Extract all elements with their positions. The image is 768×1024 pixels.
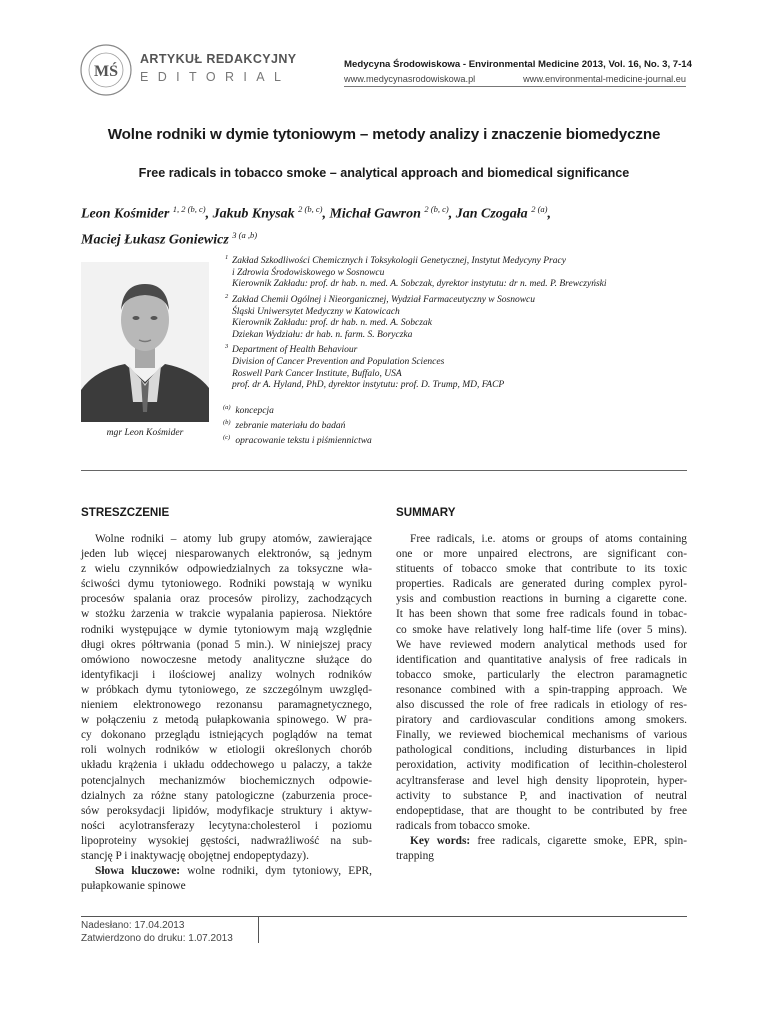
author-name: Jan Czogała — [455, 206, 528, 222]
affiliation-line — [225, 279, 695, 291]
abstract-line: rodniki występujące w dymie tytoniowym mają względnie — [81, 623, 372, 636]
abstract-line: one or more unpaired electrons, are significant con- — [396, 548, 687, 561]
keywords-label: Słowa kluczowe: — [95, 865, 181, 878]
abstract-line: radicals from tobacco smoke. — [396, 819, 531, 832]
accepted-date: Zatwierdzono do druku: 1.07.2013 — [81, 932, 233, 944]
article-title-pl: Wolne rodniki w dymie tytoniowym – metody analizy i znaczenie biomedyczne — [107, 126, 661, 143]
keywords-label: Key words: — [410, 834, 471, 847]
affiliation-number: 3 — [225, 343, 229, 351]
abstract-line: co smoke have relatively long half-time life (over 5 mins). — [396, 623, 687, 636]
article-type-label-en: EDITORIAL — [140, 69, 291, 84]
affiliation-number: 1 — [225, 254, 229, 261]
abstract-line: resonance combined with a spin-trapping approach. We — [396, 683, 687, 696]
abstract-line: omówiono nowoczesne metody analityczne służące do — [81, 653, 372, 666]
abstract-line: identyfikacji i ilościowej analizy wolnych rodników — [81, 668, 372, 681]
abstract-line: dzialnych za różne stany patologiczne (zaburzenia proce- — [81, 789, 372, 802]
author-separator: , — [205, 206, 213, 222]
affiliation-line — [225, 268, 695, 280]
keywords-text: free radicals, cigarette smoke, EPR, spin- — [470, 834, 687, 847]
affiliation-text: Zakład Chemii Ogólnej i Nieorganicznej, Wydział Farmaceutyczny w Sosnowcu — [232, 295, 535, 306]
author-name: Maciej Łukasz Goniewicz — [81, 232, 229, 248]
author-affiliation-mark: 2 (b, c) — [298, 204, 323, 214]
publication-dates — [81, 920, 233, 945]
affiliation-line — [225, 330, 695, 342]
affiliation-number: 2 — [225, 292, 229, 300]
contribution-mark: (a) — [223, 404, 231, 411]
abstract-line: activity to substance P, and inactivation of neutral — [396, 789, 687, 802]
journal-url-pl[interactable]: www.medycynasrodowiskowa.pl — [344, 74, 476, 84]
keywords-line — [81, 864, 372, 879]
contribution-item — [223, 432, 693, 447]
contribution-item — [223, 417, 693, 432]
author-name: Michał Gawron — [329, 206, 421, 222]
abstract-line: We have reviewed modern analytical methods used for — [396, 638, 687, 651]
abstract-line: It has been shown that some free radicals found in tobac- — [396, 608, 687, 621]
abstract-line: Wolne rodniki – atomy lub grupy atomów, zawierające — [95, 533, 372, 545]
journal-logo — [80, 44, 132, 96]
author-affiliation-mark: 2 (b, c) — [424, 204, 449, 214]
abstract-line: długi okres półtrwania (ponad 5 min.). W niniejszej pracy — [81, 638, 372, 651]
affiliation-text: Division of Cancer Prevention and Population Sciences — [232, 357, 445, 368]
logo-letters: MŚ — [94, 63, 118, 80]
abstract-line: identification and quantitative analysis of free radicals in — [396, 653, 687, 666]
abstract-line: properties. Radicals are generated during complex pyrol- — [396, 578, 687, 591]
abstract-line: sów peroksydacji lipidów, modyfikacje struktury i aktyw- — [81, 804, 372, 817]
abstract-line: ności acylotransferazy lecytyna:cholesterol i poziomu — [81, 819, 372, 832]
photo-caption: mgr Leon Kośmider — [106, 427, 184, 438]
abstract-body-en — [396, 532, 687, 864]
affiliation-text: Department of Health Behaviour — [232, 345, 358, 356]
author-separator: , — [322, 206, 330, 222]
article-type-badge — [140, 53, 297, 83]
abstract-line: potencjalnych mechanizmów biochemicznych odpowie- — [81, 774, 372, 787]
abstract-line: procesów spalania oraz procesów pirolizy, zachodzących — [81, 593, 372, 606]
abstract-line: jeden lub więcej niesparowanych elektronów, są jednym — [81, 548, 372, 561]
article-title-en: Free radicals in tobacco smoke – analytical approach and biomedical significance — [138, 166, 630, 180]
abstract-line: pathological conditions, including disturbances in lipid — [396, 744, 687, 757]
affiliation-line — [225, 252, 695, 268]
author-photo — [81, 262, 209, 422]
affiliation-text: Kierownik Zakładu: prof. dr hab. n. med. A. Sobczak, dyrektor instytutu: dr n. med. P. Brewczyński — [232, 279, 607, 290]
author-affiliation-mark: 3 (a ,b) — [232, 229, 258, 240]
affiliation-line — [225, 369, 695, 381]
abstract-line: also discussed the role of free radicals in etiology of res- — [396, 699, 687, 712]
keywords-text: trapping — [396, 849, 434, 862]
contribution-text: zebranie materiału do badań — [235, 421, 346, 432]
affiliation-line — [225, 380, 695, 392]
abstract-line: w stożku żarzenia w trakcie wypalania papierosa. Niektóre — [81, 608, 372, 621]
abstract-line: endopeptidase, that are thought to be contributed by free — [396, 804, 687, 817]
keywords-text: pułapkowanie spinowe — [81, 880, 186, 893]
affiliation-text: Śląski Uniwersytet Medyczny w Katowicach — [232, 306, 400, 317]
contribution-mark: (b) — [223, 419, 231, 427]
affiliation-text: i Zdrowia Środowiskowego w Sosnowcu — [232, 267, 385, 278]
affiliation-line — [225, 357, 695, 369]
abstract-heading-en: SUMMARY — [396, 506, 456, 519]
section-divider — [81, 470, 687, 471]
abstract-line: lipoproteiny wysokiej gęstości, nadwrażliwość na sub- — [81, 834, 372, 847]
affiliation-text: Kierownik Zakładu: prof. dr hab. n. med. A. Sobczak — [232, 318, 432, 329]
abstract-line: acyltransferase and level high density lipoprotein, hyper- — [396, 774, 687, 787]
affiliations — [225, 252, 695, 392]
affiliation-line — [225, 341, 695, 357]
abstract-line: ściwości dymu tytoniowego. Rodniki powstają w wyniku — [81, 578, 372, 591]
abstract-line: peroxidation, activity modification of lecithin-cholesterol — [396, 759, 687, 772]
footer-vertical-divider — [258, 916, 259, 943]
author-list — [81, 199, 701, 250]
journal-urls — [344, 73, 686, 85]
abstract-line: cy dokonano przeglądu istniejących poglądów na temat — [81, 729, 372, 742]
abstract-line: Finally, we reviewed biochemical mechanisms of various — [396, 729, 687, 742]
abstract-line: piratory and cardiovascular conditions among smokers. — [396, 714, 687, 727]
contribution-mark: (c) — [223, 434, 231, 442]
header-divider — [344, 86, 686, 87]
keywords-text: wolne rodniki, dym tytoniowy, EPR, — [180, 865, 372, 878]
author-separator: , — [547, 206, 551, 222]
journal-url-en[interactable]: www.environmental-medicine-journal.eu — [523, 74, 686, 84]
article-type-label: ARTYKUŁ REDAKCYJNY — [140, 52, 297, 66]
author-affiliation-mark: 2 (a) — [531, 204, 548, 214]
contribution-text: koncepcja — [235, 406, 274, 417]
abstract-line: w próbkach dymu tytoniowego, ze szczególnym uwzględ- — [81, 683, 372, 696]
affiliation-line — [225, 318, 695, 330]
affiliation-text: Roswell Park Cancer Institute, Buffalo, USA — [232, 368, 402, 379]
author-affiliation-mark: 1, 2 (b, c) — [172, 204, 206, 214]
abstract-line: stancję P i inaktywację obojętnej endopeptydazy). — [81, 849, 309, 862]
affiliation-text: Dziekan Wydziału: dr hab. n. farm. S. Boryczka — [232, 329, 413, 340]
abstract-line: nieniem elektronowego rezonansu paramagnetycznego, — [81, 699, 372, 712]
abstract-body-pl — [81, 532, 372, 894]
abstract-line: ysis and combustion reactions in burning a cigarette cone. — [396, 593, 687, 606]
abstract-line: stituents of tobacco smoke that contribute to its toxic — [396, 563, 687, 576]
abstract-line: układu krążenia i układu oddechowego u palaczy, a także — [81, 759, 372, 772]
contribution-text: opracowanie tekstu i piśmiennictwa — [235, 436, 372, 447]
abstract-line: tobacco smoke, particularly the electron paramagnetic — [396, 668, 687, 681]
author-separator: , — [448, 206, 456, 222]
affiliation-line — [225, 307, 695, 319]
keywords-line — [396, 834, 687, 849]
abstract-line: w połączeniu z metodą pułapkowania spinowego. W pra- — [81, 714, 372, 727]
received-date: Nadesłano: 17.04.2013 — [81, 920, 185, 931]
journal-citation: Medycyna Środowiskowa - Environmental Medicine 2013, Vol. 16, No. 3, 7-14 — [344, 59, 692, 70]
contribution-item — [223, 402, 693, 417]
affiliation-text: prof. dr A. Hyland, PhD, dyrektor instytutu: prof. D. Trump, MD, FACP — [232, 380, 505, 391]
affiliation-text: Zakład Szkodliwości Chemicznych i Toksykologii Genetycznej, Instytut Medycyny Pracy — [232, 256, 566, 267]
abstract-line: z wielu czynników odpowiedzialnych za toksyczne wła- — [81, 563, 372, 576]
abstract-line: Free radicals, i.e. atoms or groups of atoms containing — [410, 533, 687, 545]
author-name: Leon Kośmider — [81, 206, 170, 222]
abstract-line: roli wolnych rodników w etiologii określonych chorób — [81, 744, 372, 757]
affiliation-line — [225, 291, 695, 307]
contribution-legend — [223, 402, 693, 447]
footer-divider — [81, 916, 687, 917]
author-name: Jakub Knysak — [212, 206, 295, 222]
abstract-heading-pl: STRESZCZENIE — [81, 506, 170, 519]
